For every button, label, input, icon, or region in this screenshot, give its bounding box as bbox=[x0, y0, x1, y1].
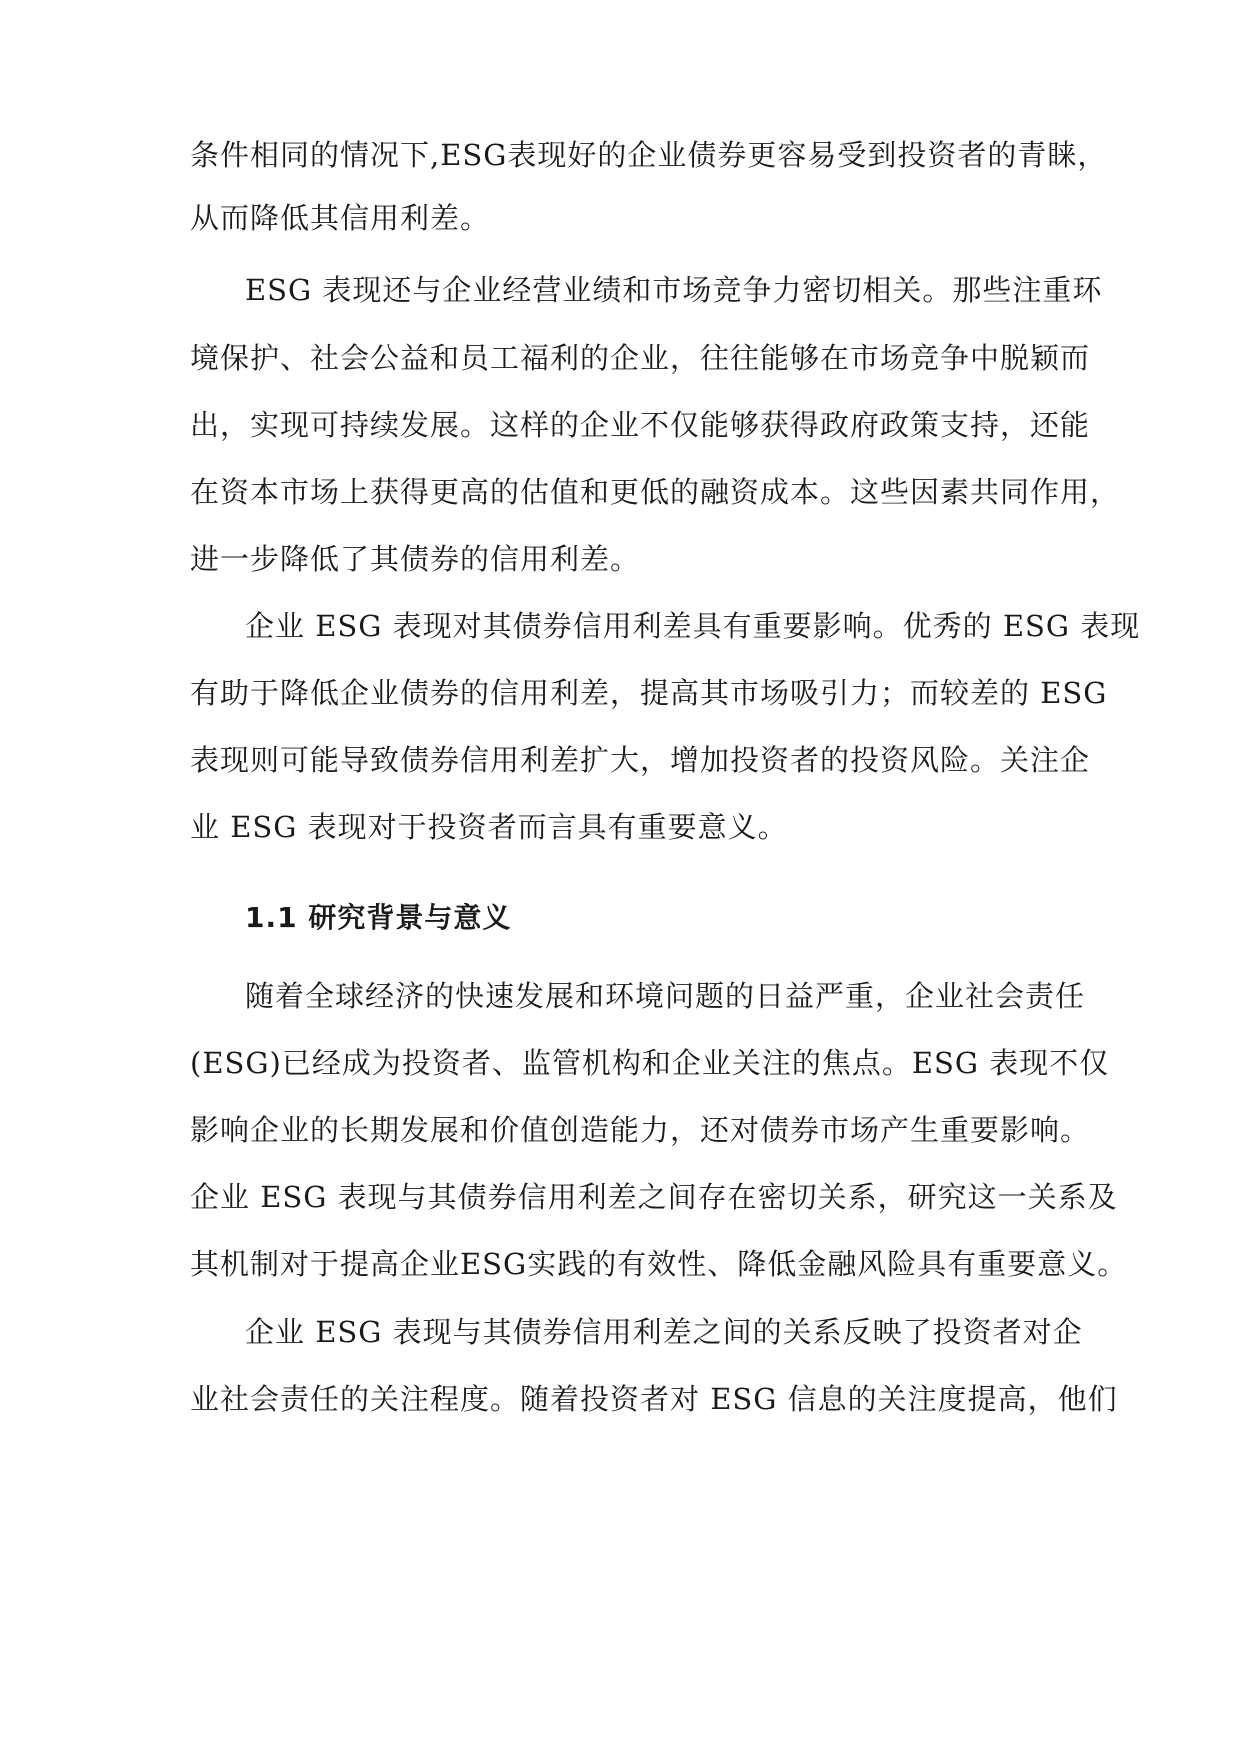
paragraph-3-line-1: 企业 ESG 表现对其债券信用利差具有重要影响。优秀的 ESG 表现 bbox=[245, 609, 1141, 643]
section-paragraph-2-line-2: 业社会责任的关注程度。随着投资者对 ESG 信息的关注度提高，他们 bbox=[190, 1382, 1118, 1416]
section-paragraph-1-line-2: (ESG)已经成为投资者、监管机构和企业关注的焦点。ESG 表现不仅 bbox=[190, 1046, 1110, 1080]
paragraph-1-line-2: 从而降低其信用利差。 bbox=[190, 201, 491, 235]
section-paragraph-1-line-4: 企业 ESG 表现与其债券信用利差之间存在密切关系，研究这一关系及 bbox=[190, 1180, 1118, 1214]
paragraph-1-line-1: 条件相同的情况下,ESG表现好的企业债券更容易受到投资者的青睐， bbox=[190, 138, 1108, 172]
paragraph-3-line-2: 有助于降低企业债券的信用利差，提高其市场吸引力；而较差的 ESG bbox=[190, 676, 1108, 710]
paragraph-2-line-1: ESG 表现还与企业经营业绩和市场竞争力密切相关。那些注重环 bbox=[245, 273, 1103, 307]
paragraph-3-line-4: 业 ESG 表现对于投资者而言具有重要意义。 bbox=[190, 810, 788, 844]
paragraph-2-line-5: 进一步降低了其债券的信用利差。 bbox=[190, 542, 641, 576]
paragraph-2-line-3: 出，实现可持续发展。这样的企业不仅能够获得政府政策支持，还能 bbox=[190, 408, 1091, 442]
paragraph-2-line-4: 在资本市场上获得更高的估值和更低的融资成本。这些因素共同作用， bbox=[190, 475, 1121, 509]
section-heading: 1.1 研究背景与意义 bbox=[245, 901, 512, 934]
section-paragraph-1-line-5: 其机制对于提高企业ESG实践的有效性、降低金融风险具有重要意义。 bbox=[190, 1247, 1128, 1281]
section-paragraph-2-line-1: 企业 ESG 表现与其债券信用利差之间的关系反映了投资者对企 bbox=[245, 1315, 1083, 1349]
paragraph-2-line-2: 境保护、社会公益和员工福利的企业，往往能够在市场竞争中脱颖而 bbox=[190, 341, 1091, 375]
section-paragraph-1-line-1: 随着全球经济的快速发展和环境问题的日益严重，企业社会责任 bbox=[245, 979, 1086, 1013]
paragraph-3-line-3: 表现则可能导致债券信用利差扩大，增加投资者的投资风险。关注企 bbox=[190, 743, 1091, 777]
section-paragraph-1-line-3: 影响企业的长期发展和价值创造能力，还对债券市场产生重要影响。 bbox=[190, 1113, 1091, 1147]
